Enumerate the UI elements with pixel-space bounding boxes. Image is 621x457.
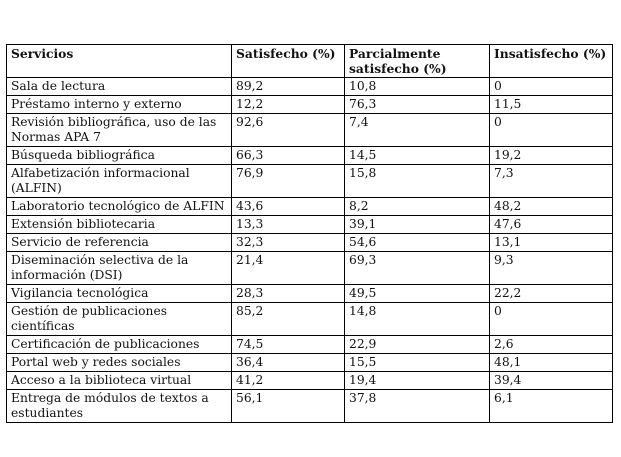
- cell-service: Servicio de referencia: [7, 234, 232, 252]
- table-row: [7, 78, 613, 96]
- cell-unsatisfied: 22,2: [490, 285, 613, 303]
- cell-partially-satisfied: 7,4: [345, 114, 490, 147]
- cell-satisfied: 21,4: [232, 252, 345, 285]
- cell-unsatisfied: 7,3: [490, 165, 613, 198]
- cell-service: Sala de lectura: [7, 78, 232, 96]
- cell-partially-satisfied: 22,9: [345, 336, 490, 354]
- cell-partially-satisfied: 49,5: [345, 285, 490, 303]
- header-servicios: Servicios: [7, 45, 232, 78]
- cell-satisfied: 36,4: [232, 354, 345, 372]
- cell-satisfied: 28,3: [232, 285, 345, 303]
- cell-satisfied: 12,2: [232, 96, 345, 114]
- table-row: [7, 234, 613, 252]
- cell-partially-satisfied: 14,8: [345, 303, 490, 336]
- table-row: [7, 114, 613, 147]
- cell-service: Portal web y redes sociales: [7, 354, 232, 372]
- cell-service: Alfabetización informacional (ALFIN): [7, 165, 232, 198]
- cell-unsatisfied: 0: [490, 303, 613, 336]
- cell-unsatisfied: 13,1: [490, 234, 613, 252]
- cell-partially-satisfied: 15,5: [345, 354, 490, 372]
- cell-unsatisfied: 48,2: [490, 198, 613, 216]
- cell-unsatisfied: 6,1: [490, 390, 613, 423]
- cell-partially-satisfied: 69,3: [345, 252, 490, 285]
- table-row: [7, 165, 613, 198]
- cell-satisfied: 74,5: [232, 336, 345, 354]
- cell-partially-satisfied: 19,4: [345, 372, 490, 390]
- table-header-row: [7, 45, 613, 78]
- cell-unsatisfied: 19,2: [490, 147, 613, 165]
- cell-satisfied: 32,3: [232, 234, 345, 252]
- cell-service: Préstamo interno y externo: [7, 96, 232, 114]
- cell-service: Laboratorio tecnológico de ALFIN: [7, 198, 232, 216]
- table-row: [7, 390, 613, 423]
- cell-service: Gestión de publicaciones científicas: [7, 303, 232, 336]
- cell-unsatisfied: 2,6: [490, 336, 613, 354]
- cell-satisfied: 66,3: [232, 147, 345, 165]
- satisfaction-table-container: [6, 44, 613, 423]
- header-insatisfecho: Insatisfecho (%): [490, 45, 613, 78]
- cell-service: Búsqueda bibliográfica: [7, 147, 232, 165]
- header-parcialmente-satisfecho: Parcialmente satisfecho (%): [345, 45, 490, 78]
- cell-service: Entrega de módulos de textos a estudiantes: [7, 390, 232, 423]
- satisfaction-table: [6, 44, 613, 423]
- cell-service: Diseminación selectiva de la información (DSI): [7, 252, 232, 285]
- cell-satisfied: 76,9: [232, 165, 345, 198]
- cell-partially-satisfied: 54,6: [345, 234, 490, 252]
- cell-unsatisfied: 47,6: [490, 216, 613, 234]
- cell-satisfied: 92,6: [232, 114, 345, 147]
- cell-unsatisfied: 11,5: [490, 96, 613, 114]
- table-row: [7, 216, 613, 234]
- table-row: [7, 336, 613, 354]
- cell-unsatisfied: 9,3: [490, 252, 613, 285]
- cell-satisfied: 43,6: [232, 198, 345, 216]
- table-row: [7, 285, 613, 303]
- cell-service: Vigilancia tecnológica: [7, 285, 232, 303]
- table-row: [7, 147, 613, 165]
- cell-partially-satisfied: 37,8: [345, 390, 490, 423]
- cell-unsatisfied: 39,4: [490, 372, 613, 390]
- cell-partially-satisfied: 76,3: [345, 96, 490, 114]
- cell-service: Acceso a la biblioteca virtual: [7, 372, 232, 390]
- table-row: [7, 303, 613, 336]
- cell-unsatisfied: 0: [490, 114, 613, 147]
- cell-satisfied: 13,3: [232, 216, 345, 234]
- cell-partially-satisfied: 15,8: [345, 165, 490, 198]
- cell-unsatisfied: 48,1: [490, 354, 613, 372]
- cell-satisfied: 41,2: [232, 372, 345, 390]
- cell-partially-satisfied: 8,2: [345, 198, 490, 216]
- cell-satisfied: 56,1: [232, 390, 345, 423]
- cell-unsatisfied: 0: [490, 78, 613, 96]
- cell-partially-satisfied: 39,1: [345, 216, 490, 234]
- table-row: [7, 252, 613, 285]
- cell-partially-satisfied: 10,8: [345, 78, 490, 96]
- cell-service: Certificación de publicaciones: [7, 336, 232, 354]
- table-row: [7, 354, 613, 372]
- table-row: [7, 198, 613, 216]
- cell-partially-satisfied: 14,5: [345, 147, 490, 165]
- cell-satisfied: 89,2: [232, 78, 345, 96]
- header-satisfecho: Satisfecho (%): [232, 45, 345, 78]
- cell-service: Extensión bibliotecaria: [7, 216, 232, 234]
- table-row: [7, 372, 613, 390]
- cell-service: Revisión bibliográfica, uso de las Normas APA 7: [7, 114, 232, 147]
- cell-satisfied: 85,2: [232, 303, 345, 336]
- table-row: [7, 96, 613, 114]
